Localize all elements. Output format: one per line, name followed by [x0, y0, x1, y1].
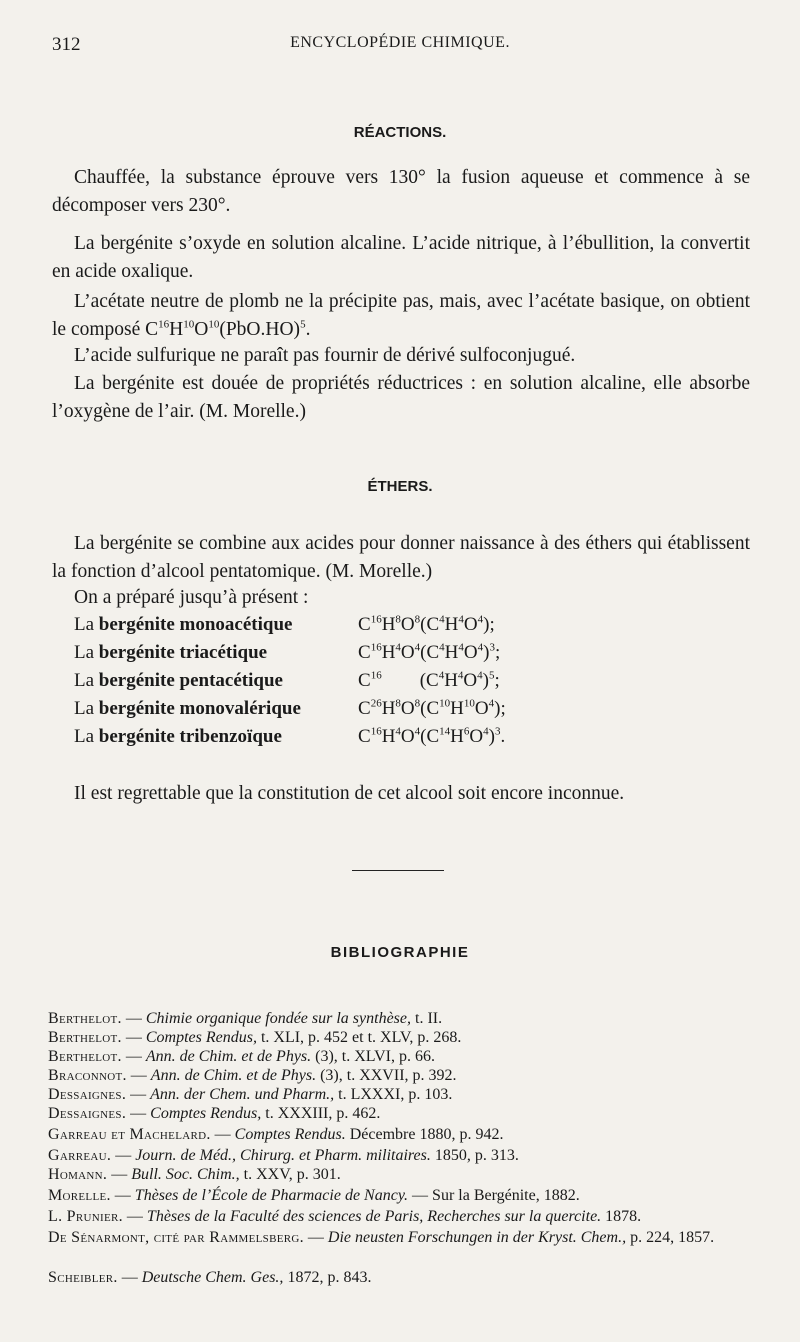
reactions-title: RÉACTIONS.: [353, 124, 447, 141]
bib-work: Ann. de Chim. et de Phys.: [145, 1048, 312, 1065]
ether-item: La bergénite monovalérique $C^{26}H^8O^8(C^{10}H^{10}O^4)$;: [74, 697, 506, 719]
ethers-intro: La bergénite se combine aux acides pour donner naissance à des éthers qui établissent la fonction d’alcool pentatomique. (M. Morelle.): [52, 533, 750, 582]
bib-author: Morelle.: [48, 1187, 111, 1204]
ether-formula: $C^{26}H^8O^8(C^{10}H^{10}O^4)$;: [358, 697, 506, 719]
bib-work: Thèses de l’École de Pharmacie de Nancy.: [134, 1187, 409, 1204]
bib-author: Dessaignes.: [48, 1086, 127, 1103]
section-divider: [352, 870, 444, 871]
bib-author: Berthelot.: [48, 1029, 122, 1046]
bib-author: Berthelot.: [48, 1010, 122, 1027]
ether-formula: $C^{16}H^4O^4(C^4H^4O^4)^3$;: [358, 641, 501, 663]
bibliography-entry: Berthelot. — Comptes Rendus, t. XLI, p. 452 et t. XLV, p. 268.: [48, 1029, 462, 1046]
bib-details: t. XXV, p. 301.: [243, 1166, 341, 1183]
bib-work: Bull. Soc. Chim.,: [131, 1166, 240, 1183]
bib-work: Chimie organique fondée sur la synthèse,: [145, 1010, 411, 1027]
bib-work: Deutsche Chem. Ges.,: [141, 1269, 284, 1286]
reactions-paragraph: La bergénite s’oxyde en solution alcaline. L’acide nitrique, à l’ébullition, la convertit en acide oxalique.: [52, 233, 750, 282]
bibliography-entry: Dessaignes. — Comptes Rendus, t. XXXIII, p. 462.: [48, 1105, 381, 1122]
bib-author: Homann.: [48, 1166, 108, 1183]
bib-author: Dessaignes.: [48, 1105, 127, 1122]
bib-author: Braconnot.: [48, 1067, 127, 1084]
ether-name: bergénite monoacétique: [98, 614, 293, 635]
bib-author: Berthelot.: [48, 1048, 122, 1065]
ether-item: La bergénite tribenzoïque $C^{16}H^4O^4(C^{14}H^6O^4)^3$.: [74, 725, 506, 747]
ether-item: La bergénite pentacétique $C^{16}$ $(C^4H^4O^4)^5$;: [74, 669, 500, 691]
bibliography-entry: Berthelot. — Chimie organique fondée sur la synthèse, t. II.: [48, 1010, 443, 1027]
bibliography-entry: Braconnot. — Ann. de Chim. et de Phys. (3), t. XXVII, p. 392.: [48, 1067, 457, 1084]
reactions-paragraph: Chauffée, la substance éprouve vers 130° la fusion aqueuse et commence à se décomposer vers 230°.: [52, 167, 750, 216]
ethers-title: ÉTHERS.: [367, 478, 433, 495]
reactions-paragraph: L’acide sulfurique ne paraît pas fournir de dérivé sulfoconjugué.: [74, 345, 576, 366]
bib-details: (3), t. XLVI, p. 66.: [315, 1048, 435, 1065]
ether-formula: $C^{16}$ $(C^4H^4O^4)^5$;: [358, 669, 500, 691]
bib-details: 1872, p. 843.: [287, 1269, 372, 1286]
bib-details: p. 224, 1857.: [630, 1229, 715, 1246]
ether-formula: $C^{16}H^4O^4(C^{14}H^6O^4)^3$.: [358, 725, 506, 747]
bib-details: 1850, p. 313.: [434, 1147, 519, 1164]
bib-details: t. XLI, p. 452 et t. XLV, p. 268.: [260, 1029, 462, 1046]
bibliography-entry: Scheibler. — Deutsche Chem. Ges., 1872, p. 843.: [48, 1269, 372, 1286]
bibliography-title: BIBLIOGRAPHIE: [330, 944, 470, 961]
bibliography-entry: De Sénarmont, cité par Rammelsberg. — Die neusten Forschungen in der Kryst. Chem., p. 224, 1857.: [48, 1229, 715, 1246]
bibliography-entry: Dessaignes. — Ann. der Chem. und Pharm., t. LXXXI, p. 103.: [48, 1086, 453, 1103]
bibliography-entry: Morelle. — Thèses de l’École de Pharmacie de Nancy. — Sur la Bergénite, 1882.: [48, 1187, 580, 1204]
bib-author: Scheibler.: [48, 1269, 118, 1286]
page-number: 312: [52, 34, 81, 55]
bib-work: Journ. de Méd., Chirurg. et Pharm. militaires.: [135, 1147, 431, 1164]
bibliography-entry: Garreau. — Journ. de Méd., Chirurg. et Pharm. militaires. 1850, p. 313.: [48, 1147, 519, 1164]
bib-work: Thèses de la Faculté des sciences de Paris, Recherches sur la quercite.: [146, 1208, 602, 1225]
bib-details: t. LXXXI, p. 103.: [338, 1086, 453, 1103]
ether-name: bergénite pentacétique: [98, 670, 283, 691]
ether-item: La bergénite triacétique $C^{16}H^4O^4(C^4H^4O^4)^3$;: [74, 641, 501, 663]
ether-formula: $C^{16}H^8O^8(C^4H^4O^4)$;: [358, 613, 495, 635]
bib-work: Comptes Rendus,: [150, 1105, 262, 1122]
bibliography-entry: Homann. — Bull. Soc. Chim., t. XXV, p. 301.: [48, 1166, 341, 1183]
bib-work: Comptes Rendus,: [145, 1029, 257, 1046]
running-title: ENCYCLOPÉDIE CHIMIQUE.: [290, 34, 510, 51]
reactions-paragraph: La bergénite est douée de propriétés réductrices : en solution alcaline, elle absorbe l’oxygène de l’air. (M. Morelle.): [52, 373, 750, 422]
ether-name: bergénite triacétique: [98, 642, 268, 663]
bib-work: Comptes Rendus.: [234, 1126, 346, 1143]
bib-author: L. Prunier.: [48, 1208, 123, 1225]
ether-item: La bergénite monoacétique $C^{16}H^8O^8(C^4H^4O^4)$;: [74, 613, 495, 635]
bib-author: Garreau.: [48, 1147, 112, 1164]
bib-author: Garreau et Machelard.: [48, 1126, 211, 1143]
bib-work: Die neusten Forschungen in der Kryst. Chem.,: [327, 1229, 627, 1246]
bibliography-entry: L. Prunier. — Thèses de la Faculté des sciences de Paris, Recherches sur la quercite. 1878.: [48, 1208, 642, 1225]
bibliography-entry: Garreau et Machelard. — Comptes Rendus. Décembre 1880, p. 942.: [48, 1126, 504, 1143]
bib-details: t. II.: [415, 1010, 443, 1027]
bib-work: Ann. de Chim. et de Phys.: [150, 1067, 317, 1084]
bib-author: De Sénarmont, cité par Rammelsberg.: [48, 1229, 304, 1246]
ether-name: bergénite monovalérique: [98, 698, 301, 719]
reactions-paragraph: L’acétate neutre de plomb ne la précipite pas, mais, avec l’acétate basique, on obtient le composé $C^{16}H^{10}O^{10}(PbO.HO)^5$.: [52, 291, 750, 340]
bib-work: Ann. der Chem. und Pharm.,: [150, 1086, 335, 1103]
bib-details: t. XXXIII, p. 462.: [265, 1105, 381, 1122]
bibliography-entry: Berthelot. — Ann. de Chim. et de Phys. (3), t. XLVI, p. 66.: [48, 1048, 435, 1065]
bib-details: — Sur la Bergénite, 1882.: [412, 1187, 580, 1204]
ether-name: bergénite tribenzoïque: [98, 726, 282, 747]
ethers-prepared: On a préparé jusqu’à présent :: [74, 587, 309, 608]
page-header: [52, 34, 748, 58]
bib-details: (3), t. XXVII, p. 392.: [320, 1067, 457, 1084]
bib-details: 1878.: [605, 1208, 642, 1225]
bib-details: Décembre 1880, p. 942.: [349, 1126, 504, 1143]
ethers-conclusion: Il est regrettable que la constitution de cet alcool soit encore inconnue.: [74, 783, 625, 804]
